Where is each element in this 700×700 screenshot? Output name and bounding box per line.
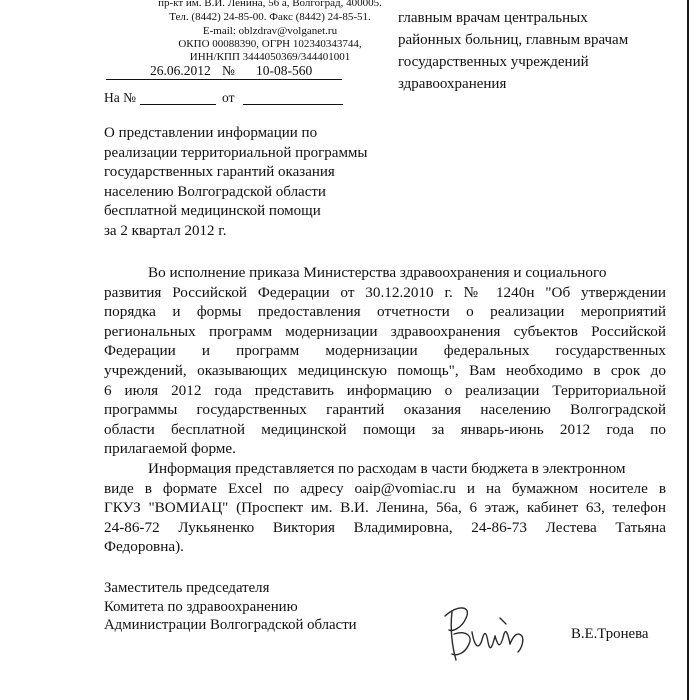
subject-line: бесплатной медицинской помощи	[104, 203, 321, 219]
signatory-position-line: Заместитель председателя	[104, 580, 270, 596]
body-line: Федоровна).	[104, 538, 184, 556]
body-paragraph-1	[104, 263, 666, 459]
body-line: Во исполнение приказа Министерства здравоохранения и социального	[148, 264, 607, 281]
reply-to-label: На №	[104, 90, 136, 105]
addressee-line: главным врачам центральных	[398, 10, 588, 26]
body-line: развития Российской Федерации от 30.12.2010 г. № 1240н "Об утверждении	[104, 283, 666, 301]
subject-line: населению Волгоградской области	[104, 183, 326, 200]
reply-number-blank	[140, 104, 216, 105]
body-line: Федерации и программ модернизации федеральных государственных	[104, 342, 666, 360]
registration-date: 26.06.2012	[150, 63, 211, 78]
body-line: учреждений, оказывающих медицинскую помощь", Вам необходимо в срок до	[104, 361, 666, 379]
body-line: виде в формате Excel по адресу oaip@vomiac.ru и на бумажном носителе в	[104, 479, 666, 497]
registration-number: 10-08-560	[256, 63, 313, 78]
registration-number-label: №	[222, 63, 235, 78]
reply-date-blank	[243, 104, 343, 105]
body-line: программы государственных гарантий оказания населению Волгоградской	[104, 401, 666, 419]
subject-line: за 2 квартал 2012 г.	[104, 222, 227, 239]
signatory-name: В.Е.Тронева	[571, 626, 649, 642]
body-line: 6 июля 2012 года представить информацию о реализации Территориальной	[104, 381, 666, 399]
sender-email: E-mail: oblzdrav@volganet.ru	[202, 25, 338, 37]
body-line: региональных программ модернизации здравоохранения субъектов Российской	[104, 322, 666, 340]
signatory-position-line: Комитета по здравоохранению	[104, 598, 298, 615]
body-line: Информация представляется по расходам в части бюджета в электронном	[148, 460, 626, 477]
sender-codes: ОКПО 00088390, ОГРН 102340343744,	[178, 38, 362, 50]
body-line: области бесплатной медицинской помощи за январь-июнь 2012 года по	[104, 420, 666, 438]
subject-line: реализации территориальной программы	[104, 144, 368, 161]
subject-line: О представлении информации по	[104, 125, 318, 141]
sender-address: пр-кт им. В.И. Ленина, 56 а, Волгоград, 400005.	[158, 0, 382, 9]
body-line: ГКУЗ "ВОМИАЦ" (Проспект им. В.И. Ленина, 56а, 6 этаж, кабинет 63, телефон	[104, 499, 666, 517]
body-line: порядка и формы предоставления отчетности о реализации мероприятий	[104, 303, 666, 321]
reply-from-label: от	[222, 90, 235, 105]
sender-inn: ИНН/КПП 3444050369/344401001	[189, 51, 351, 63]
addressee-line: здравоохранения	[398, 76, 507, 92]
page-edge-line	[687, 0, 689, 700]
registration-underline	[106, 79, 342, 80]
subject-line: государственных гарантий оказания	[104, 164, 335, 180]
sender-phone: Тел. (8442) 24-85-00. Факс (8442) 24-85-51.	[169, 11, 371, 23]
addressee-line: районных больниц, главным врачам	[398, 32, 629, 48]
addressee-line: государственных учреждений	[398, 54, 589, 70]
signatory-position-line: Администрации Волгоградской области	[104, 617, 357, 633]
body-line: прилагаемой форме.	[104, 440, 236, 458]
body-paragraph-2	[104, 459, 666, 557]
handwritten-signature	[440, 600, 540, 670]
body-line: 24-86-72 Лукьяненко Виктория Владимировна, 24-86-73 Лестева Татьяна	[104, 518, 666, 536]
